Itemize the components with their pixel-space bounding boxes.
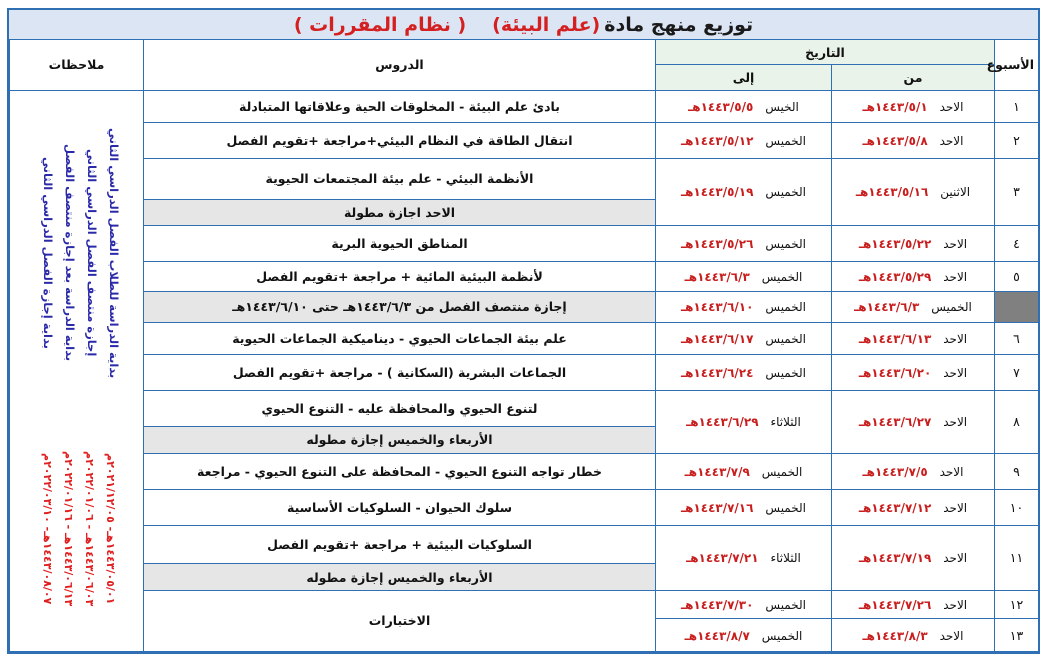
holiday-cell: الأربعاء والخميس إجازة مطوله [144, 427, 656, 453]
date-to-cell [656, 390, 832, 453]
curriculum-frame [7, 8, 1040, 654]
week-number: ١١ [995, 525, 1039, 590]
week-number: ٤ [995, 226, 1039, 262]
note-label: إجازة منتصف الفصل الدراسي الثاني [85, 149, 99, 357]
date-from-day: الاحد [939, 134, 964, 149]
date-from-value: ١٤٤٣/٨/٣هـ [862, 628, 928, 643]
date-to-day: الخميس [761, 464, 803, 479]
curriculum-table [9, 39, 1039, 652]
date-from-cell [832, 322, 995, 355]
date-to-cell [656, 123, 832, 159]
date-from-day: الاحد [943, 331, 968, 346]
date-from-value: ١٤٤٣/٧/٢٦هـ [858, 598, 932, 613]
table-row [10, 123, 1039, 159]
date-to-day: الخميس [761, 269, 803, 284]
date-to-cell [656, 590, 832, 618]
table-row [10, 453, 1039, 490]
header-week: الأسبوع [995, 40, 1039, 91]
title-prefix: توزيع منهج مادة [604, 13, 754, 36]
lesson-cell: لأنظمة البيئية المائية + مراجعة +تقويم الفصل [144, 261, 656, 291]
header-lessons: الدروس [144, 40, 656, 91]
date-from-cell [832, 158, 995, 225]
date-to-day: الخميس [765, 365, 806, 380]
date-to-cell [656, 619, 832, 652]
date-from-day: الاحد [939, 464, 964, 479]
date-from-day: الاحد [943, 501, 968, 516]
date-to-cell [656, 292, 832, 322]
date-to-value: ١٤٤٣/٧/١٦هـ [681, 501, 754, 516]
date-to-day: الخيس [765, 100, 799, 115]
date-from-value: ١٤٤٣/٥/١٦هـ [855, 185, 929, 200]
lesson-cell: السلوكيات البيئية + مراجعة +تقويم الفصل [144, 525, 656, 564]
date-from-cell [832, 292, 995, 322]
date-to-value: ١٤٤٣/٥/٢٦هـ [681, 236, 754, 251]
date-to-value: ١٤٤٣/٦/٢٩هـ [686, 415, 759, 430]
date-to-cell [656, 226, 832, 262]
date-from-day: الاحد [943, 415, 968, 430]
date-to-cell [656, 158, 832, 225]
date-to-day: الخميس [765, 185, 806, 200]
date-to-day: الخميس [765, 134, 806, 149]
week-number: ٧ [995, 355, 1039, 391]
table-row [10, 355, 1039, 391]
date-to-day: الخميس [765, 598, 806, 613]
lesson-cell: المناطق الحيوية البرية [144, 226, 656, 262]
notes-cell [10, 90, 144, 651]
date-from-value: ١٤٤٣/٧/٥هـ [862, 464, 928, 479]
date-from-cell [832, 390, 995, 453]
lesson-cell: انتقال الطاقة في النظام البيئي+مراجعة +تقويم الفصل [144, 123, 656, 159]
lesson-cell: علم بيئة الجماعات الحيوي - ديناميكية الجماعات الحيوية [144, 322, 656, 355]
date-to-value: ١٤٤٣/٦/٣هـ [684, 269, 750, 284]
date-to-day: الخميس [765, 236, 806, 251]
lesson-cell: بادئ علم البيئة - المخلوقات الحية وعلاقاتها المتبادلة [144, 90, 656, 123]
holiday-cell: الأربعاء والخميس إجازة مطوله [144, 564, 656, 590]
date-from-day: الاحد [943, 269, 968, 284]
date-to-value: ١٤٤٣/٧/٣٠هـ [681, 598, 754, 613]
date-from-value: ١٤٤٣/٦/١٣هـ [858, 331, 932, 346]
note-date: ١٤٤٣/٠٦/٠٣هـ - ٢٠٢٢/٠١/٠٦م [83, 450, 96, 606]
note-date: ١٤٤٣/٠٨/٠٧هـ- ٢٠٢٢/٠٣/١٠م [41, 452, 54, 604]
title-bar [9, 10, 1038, 40]
table-row [10, 292, 1039, 322]
table-row [10, 90, 1039, 123]
week-number: ١٢ [995, 590, 1039, 618]
date-from-cell [832, 590, 995, 618]
date-to-value: ١٤٤٣/٦/٢٤هـ [681, 365, 754, 380]
note-label: بداية الدراسة للطلاب الفصل الدراسي الثاني [107, 127, 121, 378]
notes-dates [10, 426, 143, 631]
date-from-cell [832, 226, 995, 262]
date-from-value: ١٤٤٣/٥/٢٢هـ [858, 236, 932, 251]
week-number: ١٠ [995, 490, 1039, 526]
date-from-value: ١٤٤٣/٦/٢٧هـ [858, 415, 932, 430]
notes-labels [10, 113, 143, 413]
date-from-day: الاثنين [940, 185, 971, 200]
date-to-value: ١٤٤٣/٨/٧هـ [684, 628, 750, 643]
title-system: ( نظام المقررات ) [293, 13, 467, 36]
note-date: ١٤٤٣/٠٦/١٣هـ - ٢٠٢٢/٠١/١٦م [62, 450, 75, 606]
date-to-value: ١٤٤٣/٥/٥هـ [688, 100, 754, 115]
date-from-value: ١٤٤٣/٦/٣هـ [854, 300, 920, 315]
date-to-day: الخميس [765, 300, 806, 315]
table-row [10, 590, 1039, 618]
week-number: ٦ [995, 322, 1039, 355]
date-to-day: الخميس [761, 628, 803, 643]
date-from-day: الاحد [943, 598, 968, 613]
date-from-value: ١٤٤٣/٧/١٩هـ [858, 551, 932, 566]
date-to-day: الخميس [765, 501, 806, 516]
lesson-cell: خطار تواجه التنوع الحيوي - المحافظة على التنوع الحيوي - مراجعة [144, 453, 656, 490]
date-from-day: الاحد [943, 551, 968, 566]
date-to-cell [656, 322, 832, 355]
date-from-cell [832, 123, 995, 159]
date-to-cell [656, 525, 832, 590]
lesson-cell: سلوك الحيوان - السلوكيات الأساسية [144, 490, 656, 526]
date-from-day: الخميس [931, 300, 972, 315]
date-from-cell [832, 619, 995, 652]
date-from-day: الاحد [943, 365, 968, 380]
date-to-cell [656, 355, 832, 391]
header-notes: ملاحظات [10, 40, 144, 91]
date-to-value: ١٤٤٣/٧/٢١هـ [686, 551, 759, 566]
date-to-cell [656, 490, 832, 526]
date-from-value: ١٤٤٣/٥/٢٩هـ [858, 269, 932, 284]
title-subject: (علم البيئة) [492, 13, 601, 36]
table-row [10, 158, 1039, 199]
table-row [10, 322, 1039, 355]
week-number: ٣ [995, 158, 1039, 225]
date-from-value: ١٤٤٣/٦/٢٠هـ [858, 365, 932, 380]
date-to-value: ١٤٤٣/٦/١٧هـ [681, 331, 754, 346]
header-date: التاريخ [656, 40, 995, 65]
date-from-value: ١٤٤٣/٥/٨هـ [862, 134, 928, 149]
date-from-day: الاحد [943, 236, 968, 251]
date-from-cell [832, 453, 995, 490]
week-number: ١٣ [995, 619, 1039, 652]
date-from-value: ١٤٤٣/٥/١هـ [862, 100, 928, 115]
table-row [10, 525, 1039, 564]
week-number: ٨ [995, 390, 1039, 453]
date-to-value: ١٤٤٣/٧/٩هـ [684, 464, 750, 479]
holiday-cell: الاحد اجازة مطولة [144, 199, 656, 225]
date-to-day: الثلاثاء [770, 551, 801, 566]
table-row [10, 226, 1039, 262]
week-number: ١ [995, 90, 1039, 123]
date-to-value: ١٤٤٣/٥/١٩هـ [681, 185, 754, 200]
header-to: إلى [656, 65, 832, 90]
table-row [10, 390, 1039, 427]
week-number: ٥ [995, 261, 1039, 291]
week-number: ٩ [995, 453, 1039, 490]
week-number: ٢ [995, 123, 1039, 159]
date-to-cell [656, 261, 832, 291]
date-to-cell [656, 453, 832, 490]
date-to-value: ١٤٤٣/٦/١٠هـ [681, 300, 754, 315]
week-number [995, 292, 1039, 322]
lesson-cell: الجماعات البشرية (السكانية ) - مراجعة +تقويم الفصل [144, 355, 656, 391]
date-from-day: الاحد [939, 100, 964, 115]
date-to-day: الثلاثاء [770, 415, 801, 430]
date-from-cell [832, 261, 995, 291]
date-to-value: ١٤٤٣/٥/١٢هـ [681, 134, 754, 149]
date-from-cell [832, 90, 995, 123]
lesson-cell: الأنظمة البيئي - علم بيئة المجتمعات الحيوية [144, 158, 656, 199]
date-from-value: ١٤٤٣/٧/١٢هـ [858, 501, 932, 516]
table-row [10, 261, 1039, 291]
date-from-cell [832, 490, 995, 526]
lesson-cell: لتنوع الحيوي والمحافظة عليه - التنوع الحيوي [144, 390, 656, 427]
header-from: من [832, 65, 995, 90]
date-from-day: الاحد [939, 628, 964, 643]
note-label: بداية الدراسة بعد إجازة منتصف الفصل [63, 144, 77, 362]
date-to-cell [656, 90, 832, 123]
date-from-cell [832, 355, 995, 391]
table-row [10, 490, 1039, 526]
date-to-day: الخميس [765, 331, 806, 346]
note-label: بداية إجازة الفصل الدراسي الثاني [41, 156, 55, 349]
date-from-cell [832, 525, 995, 590]
note-date: ١٤٤٣/٠٥/٠١هـ- ٢٠٢١/١٢/٠٥م [104, 452, 117, 604]
exams-cell: الاختبارات [144, 590, 656, 651]
midterm-break-cell: إجازة منتصف الفصل من ١٤٤٣/٦/٣هـ حتى ١٤٤٣/٦/١٠هـ [144, 292, 656, 322]
